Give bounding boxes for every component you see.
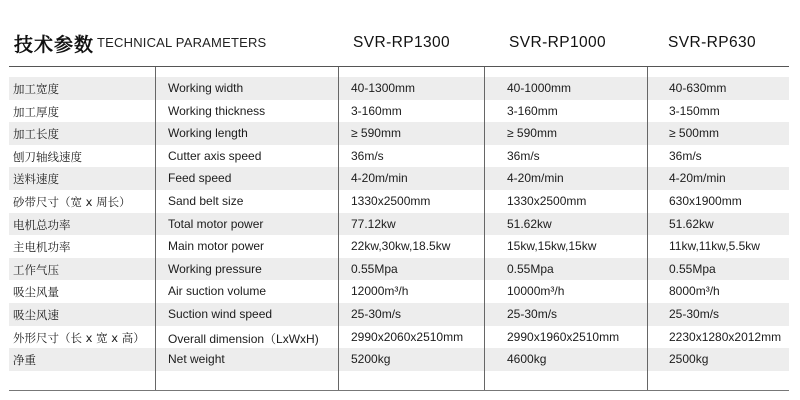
table-row [9,100,789,123]
parameter-name-cn: 电机总功率 [13,217,71,232]
value-rp630: 2500kg [669,352,709,367]
parameter-name-cn: 加工宽度 [13,82,59,96]
table-row [9,167,789,190]
value-rp1300: ≥ 590mm [351,126,401,141]
parameter-name-en: Working thickness [168,103,266,118]
value-rp630: 25-30m/s [669,306,720,321]
value-rp630: 11kw,11kw,5.5kw [669,239,760,254]
title-chinese: 技术参数 [14,34,95,56]
parameter-name-cn: 加工长度 [13,127,59,142]
parameter-name-en: Working length [168,126,248,141]
table-row [9,303,789,326]
title-english: TECHNICAL PARAMETERS [97,35,267,50]
value-rp1000: 36m/s [507,148,540,163]
value-rp630: 8000m³/h [669,284,720,299]
value-rp630: 40-630mm [669,81,727,95]
value-rp1000: 4600kg [507,352,547,367]
parameter-name-en: Suction wind speed [168,306,273,321]
model-header-2: SVR-RP1000 [509,34,607,51]
value-rp1000: 10000m³/h [507,284,565,299]
table-row [9,348,789,371]
value-rp1300: 5200kg [351,352,391,367]
value-rp1300: 36m/s [351,148,384,163]
value-rp1000: 15kw,15kw,15kw [507,239,597,254]
value-rp630: 0.55Mpa [669,261,716,276]
value-rp1300: 22kw,30kw,18.5kw [351,239,451,254]
value-rp1000: 25-30m/s [507,306,558,321]
value-rp1300: 3-160mm [351,103,402,118]
value-rp1300: 12000m³/h [351,284,409,299]
value-rp1000: 0.55Mpa [507,261,554,276]
value-rp1000: 1330x2500mm [507,193,587,208]
value-rp630: ≥ 500mm [669,126,719,141]
value-rp1300: 1330x2500mm [351,193,431,208]
parameter-name-en: Feed speed [168,171,232,186]
value-rp630: 4-20m/min [669,171,726,186]
parameter-name-en: Sand belt size [168,193,244,208]
value-rp1000: 51.62kw [507,216,552,231]
table-row [9,326,789,349]
parameter-name-cn: 净重 [13,353,36,368]
table-row [9,280,789,303]
value-rp1000: 3-160mm [507,103,558,118]
value-rp1300: 4-20m/min [351,171,408,186]
column-divider [647,67,648,391]
value-rp630: 51.62kw [669,216,714,231]
parameter-name-en: Total motor power [168,216,264,231]
table-header [0,0,800,62]
value-rp1000: ≥ 590mm [507,126,557,141]
parameter-name-en: Net weight [168,352,225,367]
parameter-name-cn: 加工厚度 [13,104,59,119]
table-row [9,77,789,100]
parameter-name-cn: 吸尘风速 [13,307,59,322]
value-rp1300: 25-30m/s [351,306,402,321]
parameter-name-en: Working width [168,81,244,95]
value-rp1300: 40-1300mm [351,81,416,95]
table-row [9,190,789,213]
parameter-name-cn: 送料速度 [13,172,59,187]
parameter-name-cn: 吸尘风量 [13,285,59,300]
table-row [9,235,789,258]
table-row [9,145,789,168]
table-row [9,258,789,281]
parameter-name-en: Air suction volume [168,284,267,299]
value-rp630: 36m/s [669,148,702,163]
parameter-name-cn: 外形尺寸（长 x 宽 x 高） [13,330,145,345]
parameter-name-en: Cutter axis speed [168,148,262,163]
column-divider [484,67,485,391]
value-rp1300: 2990x2060x2510mm [351,329,464,344]
bottom-divider [9,390,789,391]
model-header-1: SVR-RP1300 [353,34,451,51]
parameter-name-cn: 刨刀轴线速度 [13,149,82,164]
parameter-name-en: Overall dimension（LxWxH) [168,331,319,346]
value-rp1300: 0.55Mpa [351,261,398,276]
value-rp1000: 4-20m/min [507,171,564,186]
parameter-name-cn: 工作气压 [13,262,59,277]
parameter-name-en: Working pressure [168,261,262,276]
parameter-table [9,77,789,371]
column-divider [338,67,339,391]
table-row [9,122,789,145]
model-header-3: SVR-RP630 [668,34,757,51]
value-rp630: 630x1900mm [669,193,742,208]
value-rp1000: 40-1000mm [507,81,572,95]
top-divider [9,66,789,67]
column-divider [155,67,156,391]
value-rp630: 3-150mm [669,103,720,118]
parameter-name-en: Main motor power [168,239,265,254]
parameter-name-cn: 主电机功率 [13,240,71,255]
value-rp1300: 77.12kw [351,216,396,231]
value-rp1000: 2990x1960x2510mm [507,329,620,344]
value-rp630: 2230x1280x2012mm [669,329,782,344]
parameter-name-cn: 砂带尺寸（宽 x 周长） [13,194,131,209]
table-row [9,213,789,236]
